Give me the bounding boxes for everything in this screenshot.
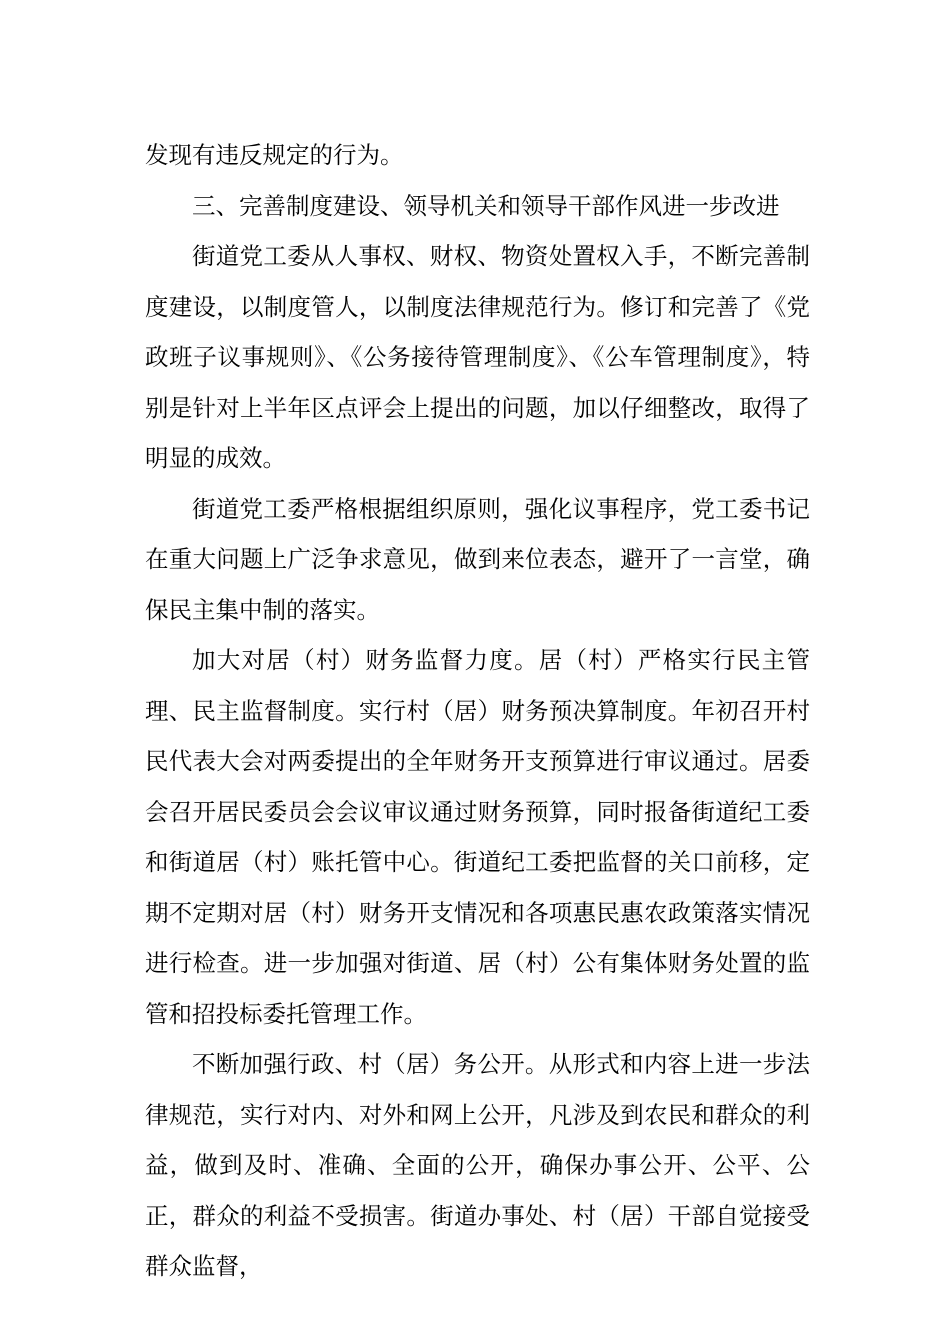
paragraph-democratic-centralism: 街道党工委严格根据组织原则，强化议事程序，党工委书记在重大问题上广泛争求意见，做到来位表态，避开了一言堂，确保民主集中制的落实。 bbox=[145, 494, 810, 624]
paragraph-affairs-disclosure: 不断加强行政、村（居）务公开。从形式和内容上进一步法律规范，实行对内、对外和网上公开，凡涉及到农民和群众的利益，做到及时、准确、全面的公开，确保办事公开、公平、公正，群众的利益不受损害。街道办事处、村（居）干部自觉接受群众监督， bbox=[145, 1050, 810, 1280]
paragraph-system-building: 街道党工委从人事权、财权、物资处置权入手，不断完善制度建设，以制度管人，以制度法律规范行为。修订和完善了《党政班子议事规则》、《公务接待管理制度》、《公车管理制度》，特别是针对上半年区点评会上提出的问题，加以仔细整改，取得了明显的成效。 bbox=[145, 242, 810, 472]
section-heading: 三、完善制度建设、领导机关和领导干部作风进一步改进 bbox=[192, 191, 780, 220]
paragraph-financial-supervision: 加大对居（村）财务监督力度。居（村）严格实行民主管理、民主监督制度。实行村（居）财务预决算制度。年初召开村民代表大会对两委提出的全年财务开支预算进行审议通过。居委会召开居民委员会会议审议通过财务预算，同时报备街道纪工委和街道居（村）账托管中心。街道纪工委把监督的关口前移，定期不定期对居（村）财务开支情况和各项惠民惠农政策落实情况进行检查。进一步加强对街道、居（村）公有集体财务处置的监管和招投标委托管理工作。 bbox=[145, 646, 810, 1028]
paragraph-continuation: 发现有违反规定的行为。 bbox=[145, 141, 404, 169]
